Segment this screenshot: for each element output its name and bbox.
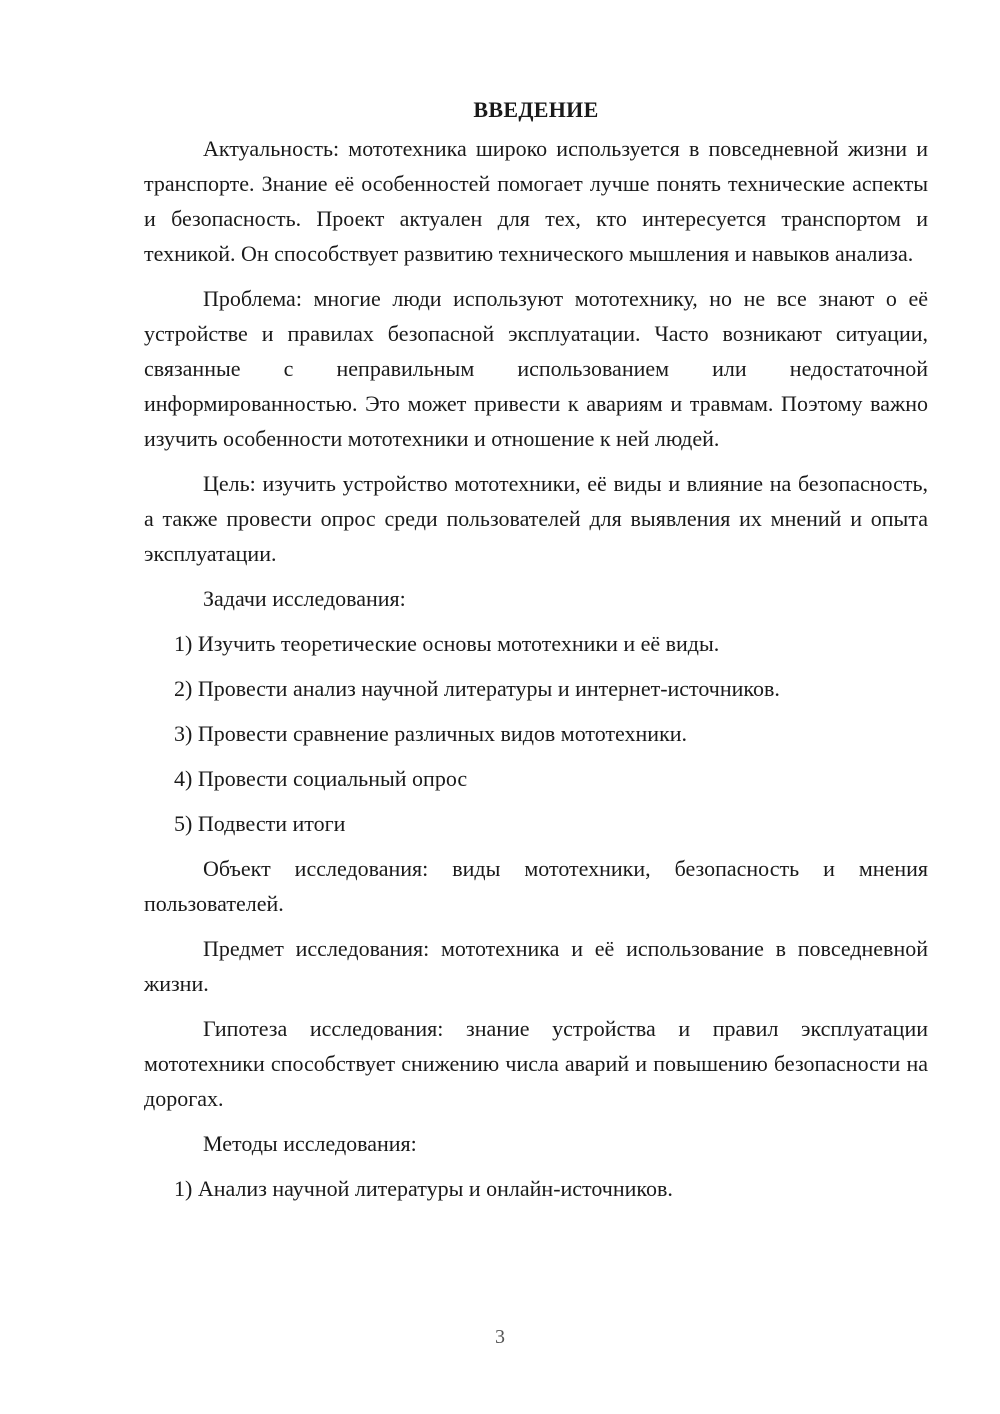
problem-paragraph: Проблема: многие люди используют мототехнику, но не все знают о её устройстве и правилах безопасной эксплуатации. Часто возникают ситуации, связанные с неправильным использованием или недостаточной информированностью. Это может привести к авариям и травмам. Поэтому важно изучить особенности мототехники и отношение к ней людей. (144, 286, 928, 451)
list-item: 5) Подвести итоги (174, 811, 346, 836)
hypothesis-paragraph: Гипотеза исследования: знание устройства и правил эксплуатации мототехники способствует снижению числа аварий и повышению безопасности на дорогах. (144, 1016, 928, 1111)
list-item: 3) Провести сравнение различных видов мототехники. (174, 721, 688, 746)
object-paragraph: Объект исследования: виды мототехники, безопасность и мнения пользователей. (144, 856, 928, 916)
list-item: 4) Провести социальный опрос (174, 766, 468, 791)
tasks-heading: Задачи исследования: (203, 586, 406, 611)
methods-list (144, 1171, 928, 1206)
list-item: 1) Изучить теоретические основы мототехники и её виды. (174, 631, 720, 656)
methods-heading: Методы исследования: (203, 1131, 417, 1156)
tasks-list (144, 626, 928, 841)
list-item: 1) Анализ научной литературы и онлайн-источников. (174, 1176, 673, 1201)
list-item: 2) Провести анализ научной литературы и интернет-источников. (174, 676, 780, 701)
section-title: ВВЕДЕНИЕ (473, 97, 599, 122)
subject-paragraph: Предмет исследования: мототехника и её использование в повседневной жизни. (144, 936, 928, 996)
document-page (144, 95, 928, 1216)
relevance-paragraph: Актуальность: мототехника широко используется в повседневной жизни и транспорте. Знание её особенностей помогает лучше понять технические аспекты и безопасность. Проект актуален для тех, кто интересуется транспортом и техникой. Он способствует развитию технического мышления и навыков анализа. (144, 136, 928, 266)
page-number: 3 (495, 1326, 505, 1348)
goal-paragraph: Цель: изучить устройство мототехники, её виды и влияние на безопасность, а также провести опрос среди пользователей для выявления их мнений и опыта эксплуатации. (144, 471, 928, 566)
